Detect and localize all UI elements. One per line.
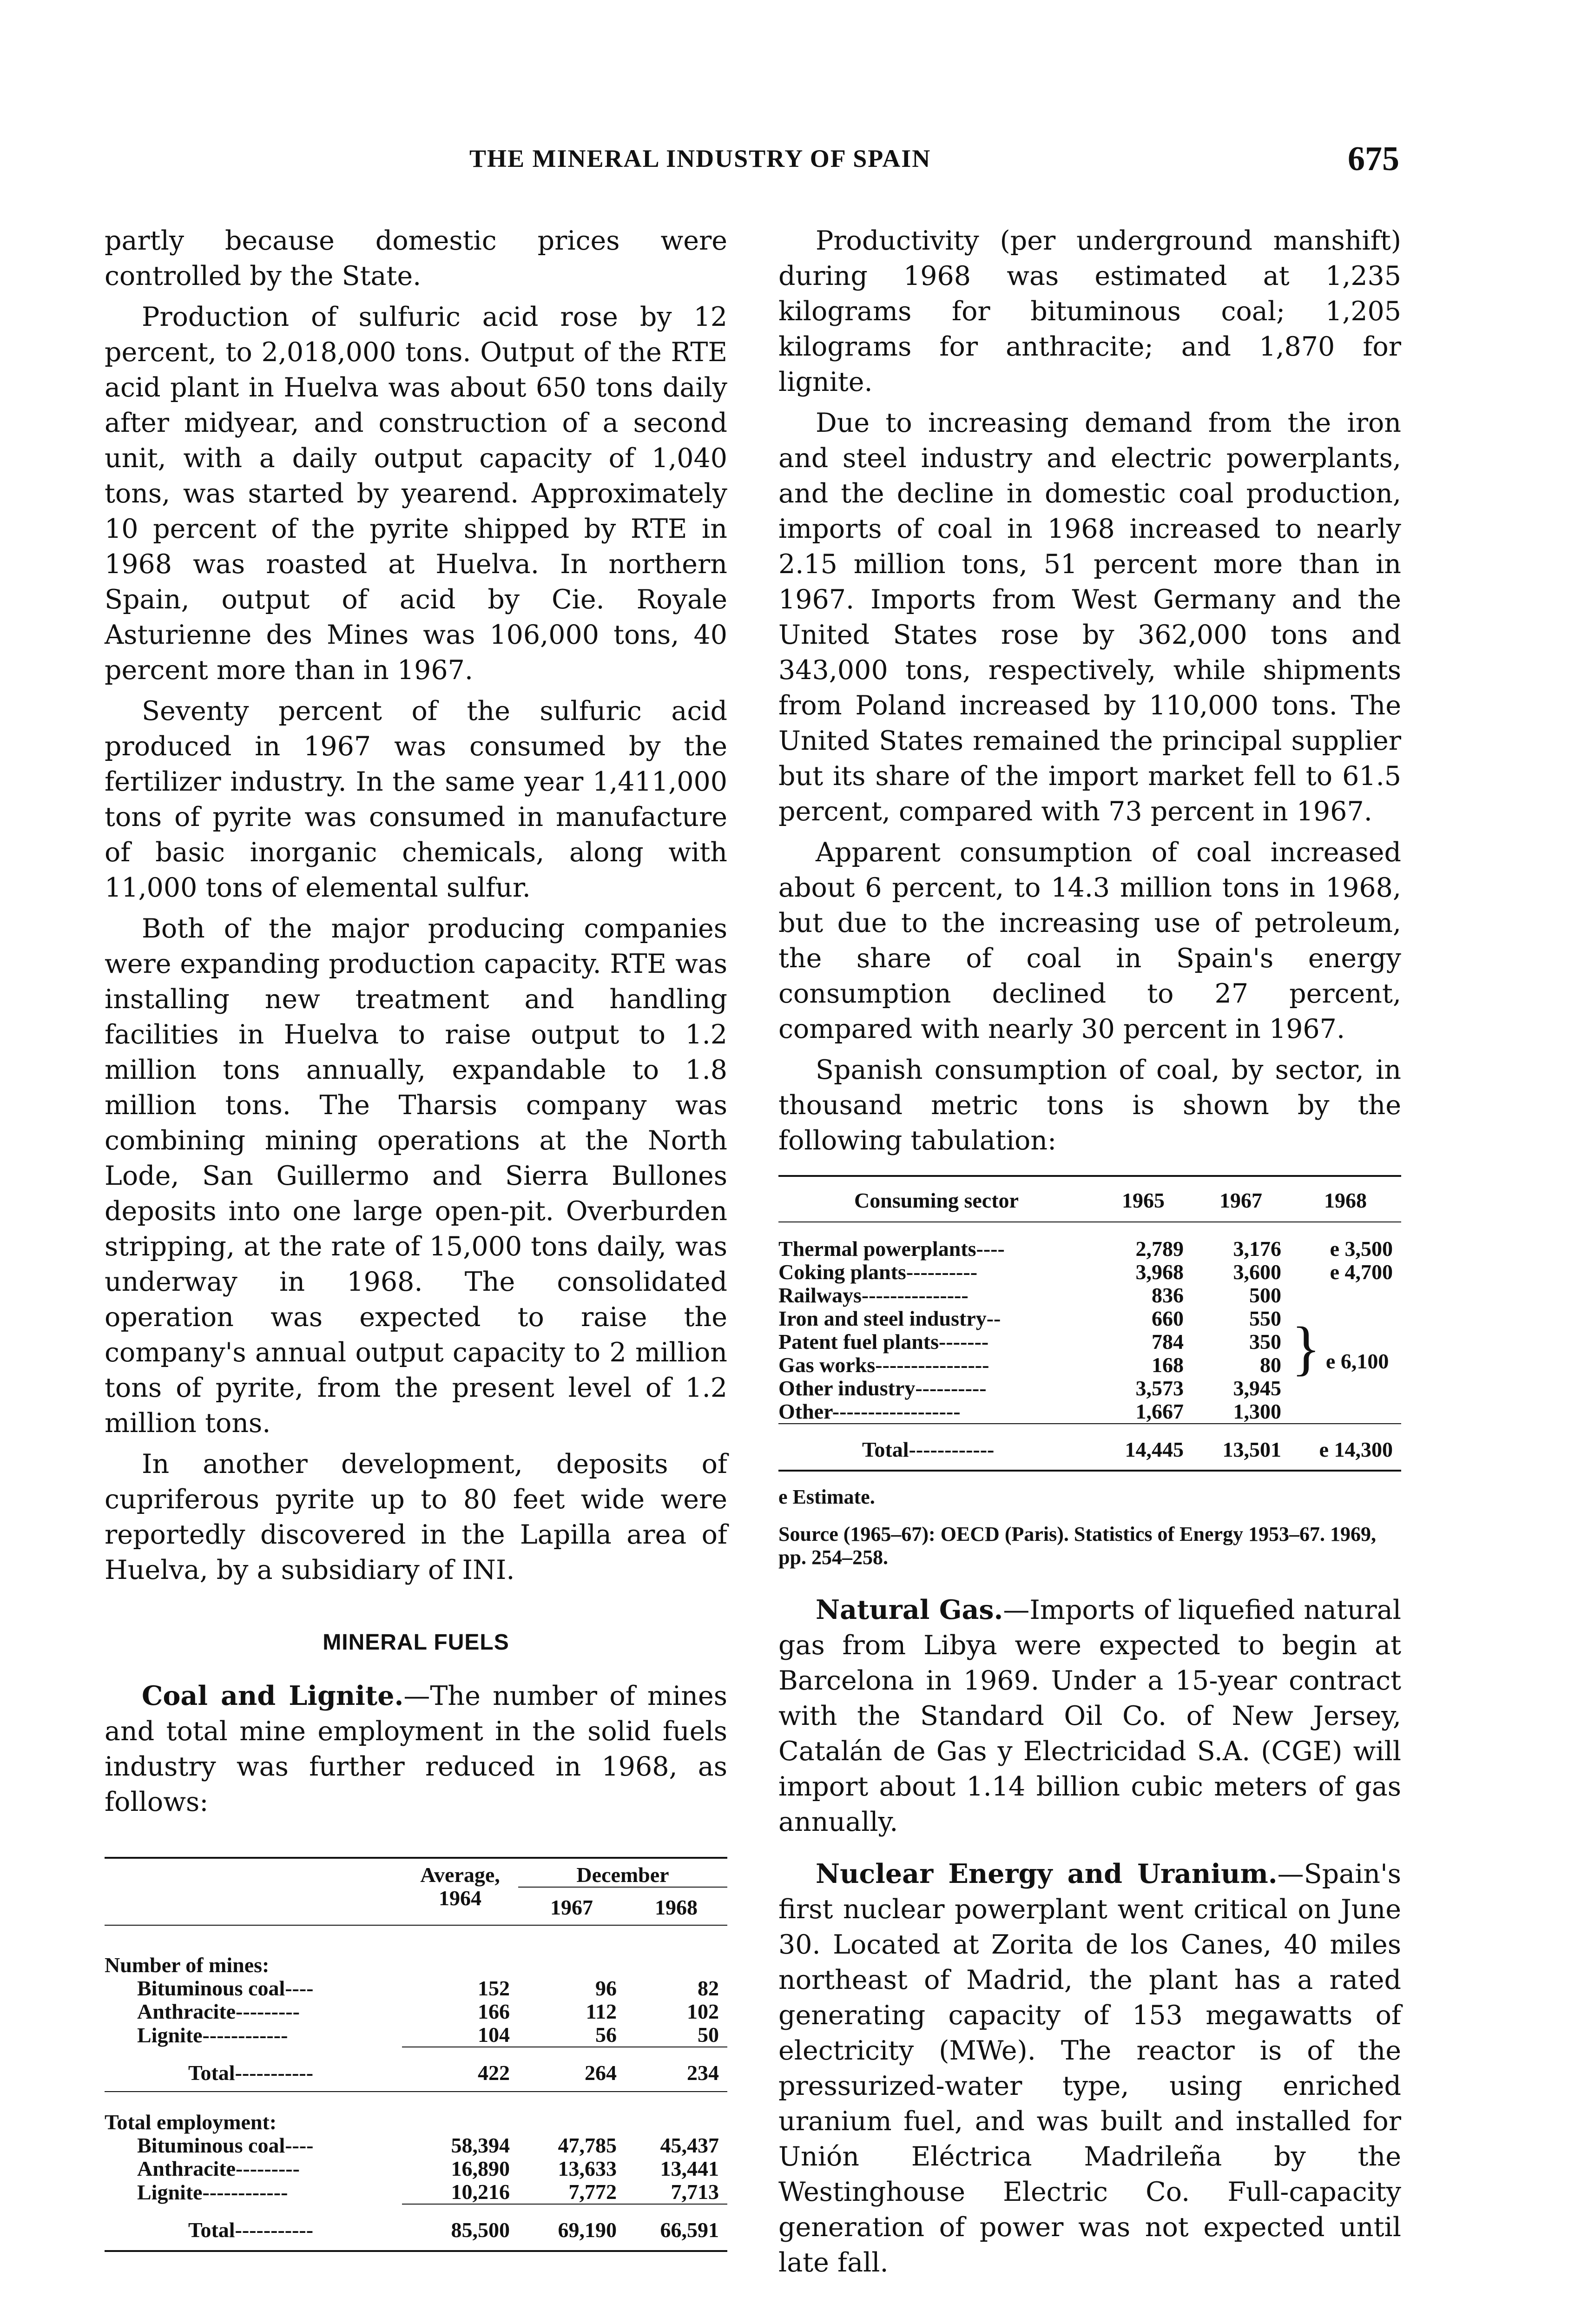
cell: 13,633 <box>558 2157 617 2180</box>
paragraph: Apparent consumption of coal increased about 6 percent, to 14.3 million tons in 1968, but due to the increasing use of petroleum, the share of coal in Spain's energy consumption declined to 27 percent, compared with nearly 30 percent in 1967. <box>778 837 1401 1044</box>
table-footnote: e Estimate. <box>778 1486 875 1508</box>
nuclear-lead: Nuclear Energy and Uranium. <box>816 1858 1278 1889</box>
row-label: Coking plants---------- <box>778 1260 978 1284</box>
mines-employment-table <box>105 1857 727 2252</box>
cell: 1,300 <box>1233 1400 1281 1423</box>
row-label: Other------------------ <box>778 1400 961 1423</box>
natural-gas-paragraph <box>778 1592 1401 1840</box>
running-title: THE MINERAL INDUSTRY OF SPAIN <box>469 145 931 172</box>
table-row <box>105 2000 727 2023</box>
cell: e 3,500 <box>1290 1222 1401 1261</box>
cell: 1,667 <box>1135 1400 1184 1423</box>
cell: 82 <box>698 1976 719 2000</box>
cell: 16,890 <box>451 2157 510 2180</box>
cell: 3,573 <box>1135 1376 1184 1400</box>
cell: 104 <box>478 2023 510 2047</box>
cell: 350 <box>1249 1330 1281 1353</box>
cell: 112 <box>586 2000 617 2023</box>
row-label: Gas works---------------- <box>778 1353 989 1377</box>
col-header-1968: 1968 <box>655 1895 698 1919</box>
cell: 66,591 <box>625 2204 727 2251</box>
row-label: Lignite------------ <box>137 2180 288 2204</box>
row-label: Thermal powerplants---- <box>778 1222 1094 1261</box>
col-header-1965: 1965 <box>1122 1188 1165 1212</box>
table-row <box>105 2134 727 2157</box>
grouped-estimate-cell <box>1290 1284 1401 1424</box>
group-label: Total employment: <box>105 2092 727 2134</box>
cell: 234 <box>625 2047 727 2092</box>
row-label: Total----------- <box>188 2061 314 2085</box>
cell: 56 <box>595 2023 617 2047</box>
coal-consumption-table <box>778 1175 1401 1472</box>
natural-gas-lead: Natural Gas. <box>816 1594 1003 1625</box>
cell: 14,445 <box>1094 1424 1192 1471</box>
cell: 13,501 <box>1192 1424 1290 1471</box>
row-label: Iron and steel industry-- <box>778 1307 1001 1330</box>
cell: 550 <box>1249 1307 1281 1330</box>
cell: 7,713 <box>671 2180 719 2204</box>
cell: 7,772 <box>568 2180 617 2204</box>
table-row-total <box>105 2047 727 2092</box>
table-row <box>105 1977 727 2000</box>
cell: 264 <box>518 2047 625 2092</box>
row-label: Anthracite--------- <box>137 2000 300 2023</box>
row-label: Bituminous coal---- <box>137 1976 314 2000</box>
paragraph: Seventy percent of the sulfuric acid produced in 1967 was consumed by the fertilizer industry. In the same year 1,411,000 tons of pyrite was consumed in manufacture of basic inorganic chemicals, along with 11,000 tons of elemental sulfur. <box>105 696 727 903</box>
table-row-total <box>105 2204 727 2251</box>
table-row-total <box>778 1424 1401 1471</box>
nuclear-text: —Spain's first nuclear powerplant went critical on June 30. Located at Zorita de los Canes, 40 miles northeast of Madrid, the plant has a rated generating capacity of 153 megawatts of electricity (MWe). The reactor is of the pressurized-water type, using enriched uranium fuel, and was built and installed for Unión Eléctrica Madrileña by the Westinghouse Electric Co. Full-capacity generation of power was not expected until late fall. <box>778 1859 1401 2278</box>
cell: 166 <box>478 2000 510 2023</box>
table-row <box>105 2023 727 2047</box>
natural-gas-text: —Imports of liquefied natural gas from Libya were expected to begin at Barcelona in 1969. Under a 15-year contract with the Standard Oil Co. of New Jersey, Catalán de Gas y Electricidad S.A. (CGE) will import about 1.14 billion cubic meters of gas annually. <box>778 1595 1401 1837</box>
coal-lead: Coal and Lignite. <box>142 1680 404 1711</box>
row-label: Railways--------------- <box>778 1283 969 1307</box>
cell: 3,945 <box>1233 1376 1281 1400</box>
row-label: Total------------ <box>778 1424 1094 1471</box>
cell: 102 <box>687 2000 719 2023</box>
col-header-december: December <box>518 1858 727 1887</box>
nuclear-paragraph <box>778 1856 1401 2280</box>
col-header-sector: Consuming sector <box>854 1188 1019 1212</box>
cell: 660 <box>1152 1307 1184 1330</box>
row-label: Total----------- <box>188 2218 314 2242</box>
table-source: Source (1965–67): OECD (Paris). Statistics of Energy 1953–67. 1969, pp. 254–258. <box>778 1523 1377 1569</box>
cell: 2,789 <box>1094 1222 1192 1261</box>
cell: 3,968 <box>1135 1260 1184 1284</box>
coal-text: —The number of mines and total mine employment in the solid fuels industry was further reduced in 1968, as follows: <box>105 1681 727 1817</box>
cell: 500 <box>1249 1283 1281 1307</box>
table-corner <box>105 1858 402 1887</box>
cell: 80 <box>1260 1353 1281 1377</box>
cell: 96 <box>595 1976 617 2000</box>
page-number: 675 <box>1348 140 1399 178</box>
paragraph: In another development, deposits of cupriferous pyrite up to 80 feet wide were reportedly discovered in the Lapilla area of Huelva, by a subsidiary of INI. <box>105 1449 727 1585</box>
cell: e 14,300 <box>1290 1424 1401 1471</box>
paragraph: Due to increasing demand from the iron and steel industry and electric powerplants, and the decline in domestic coal production, imports of coal in 1968 increased to nearly 2.15 million tons, 51 percent more than in 1967. Imports from West Germany and the United States rose by 362,000 tons and 343,000 tons, respectively, while shipments from Poland increased by 110,000 tons. The United States remained the principal supplier but its share of the import market fell to 61.5 percent, compared with 73 percent in 1967. <box>778 408 1401 827</box>
cell: 85,500 <box>402 2204 518 2251</box>
table-row <box>778 1222 1401 1261</box>
table-row <box>105 2157 727 2180</box>
row-label: Patent fuel plants------- <box>778 1330 989 1353</box>
cell: 152 <box>478 1976 510 2000</box>
cell: 836 <box>1152 1283 1184 1307</box>
cell: 168 <box>1152 1353 1184 1377</box>
section-heading: MINERAL FUELS <box>323 1630 509 1655</box>
cell: 69,190 <box>518 2204 625 2251</box>
cell: 50 <box>698 2023 719 2047</box>
cell: 3,176 <box>1192 1222 1290 1261</box>
left-column <box>105 223 727 2252</box>
paragraph: Productivity (per underground manshift) during 1968 was estimated at 1,235 kilograms for bituminous coal; 1,205 kilograms for anthracite; and 1,870 for lignite. <box>778 225 1401 397</box>
cell: 58,394 <box>451 2133 510 2157</box>
paragraph: partly because domestic prices were controlled by the State. <box>105 225 727 291</box>
coal-paragraph <box>105 1678 727 1820</box>
col-header-average: Average, 1964 <box>420 1863 500 1910</box>
cell: 3,600 <box>1233 1260 1281 1284</box>
col-header-1968: 1968 <box>1324 1188 1367 1212</box>
grouped-estimate-value: e 6,100 <box>1325 1349 1389 1373</box>
cell: 45,437 <box>660 2133 719 2157</box>
cell: 10,216 <box>451 2180 510 2204</box>
row-label: Lignite------------ <box>137 2023 288 2047</box>
table-row <box>778 1261 1401 1284</box>
group-label: Number of mines: <box>105 1925 727 1977</box>
row-label: Bituminous coal---- <box>137 2133 314 2157</box>
table-row <box>778 1284 1401 1307</box>
cell: 784 <box>1152 1330 1184 1353</box>
cell: 47,785 <box>558 2133 617 2157</box>
cell: 13,441 <box>660 2157 719 2180</box>
cell: 422 <box>402 2047 518 2092</box>
paragraph: Production of sulfuric acid rose by 12 percent, to 2,018,000 tons. Output of the RTE acid plant in Huelva was about 650 tons daily after midyear, and construction of a second unit, with a daily output capacity of 1,040 tons, was started by yearend. Approximately 10 percent of the pyrite shipped by RTE in 1968 was roasted at Huelva. In northern Spain, output of acid by Cie. Royale Asturienne des Mines was 106,000 tons, 40 percent more than in 1967. <box>105 302 727 686</box>
row-label: Anthracite--------- <box>137 2157 300 2180</box>
right-column <box>778 223 1401 2286</box>
paragraph: Spanish consumption of coal, by sector, in thousand metric tons is shown by the following tabulation: <box>778 1055 1401 1156</box>
row-label: Other industry---------- <box>778 1376 987 1400</box>
brace-glyph: } <box>1291 1314 1321 1382</box>
col-header-1967: 1967 <box>1219 1188 1262 1212</box>
page-header <box>0 139 1588 191</box>
paragraph: Both of the major producing companies were expanding production capacity. RTE was installing new treatment and handling facilities in Huelva to raise output to 1.2 million tons annually, expandable to 1.8 million tons. The Tharsis company was combining mining operations at the North Lode, San Guillermo and Sierra Bullones deposits into one large open-pit. Overburden stripping, at the rate of 15,000 tons daily, was underway in 1968. The consolidated operation was expected to raise the company's annual output capacity to 2 million tons of pyrite, from the present level of 1.2 million tons. <box>105 913 727 1439</box>
cell: e 4,700 <box>1330 1260 1393 1284</box>
table-row <box>105 2180 727 2204</box>
col-header-1967: 1967 <box>550 1895 593 1919</box>
